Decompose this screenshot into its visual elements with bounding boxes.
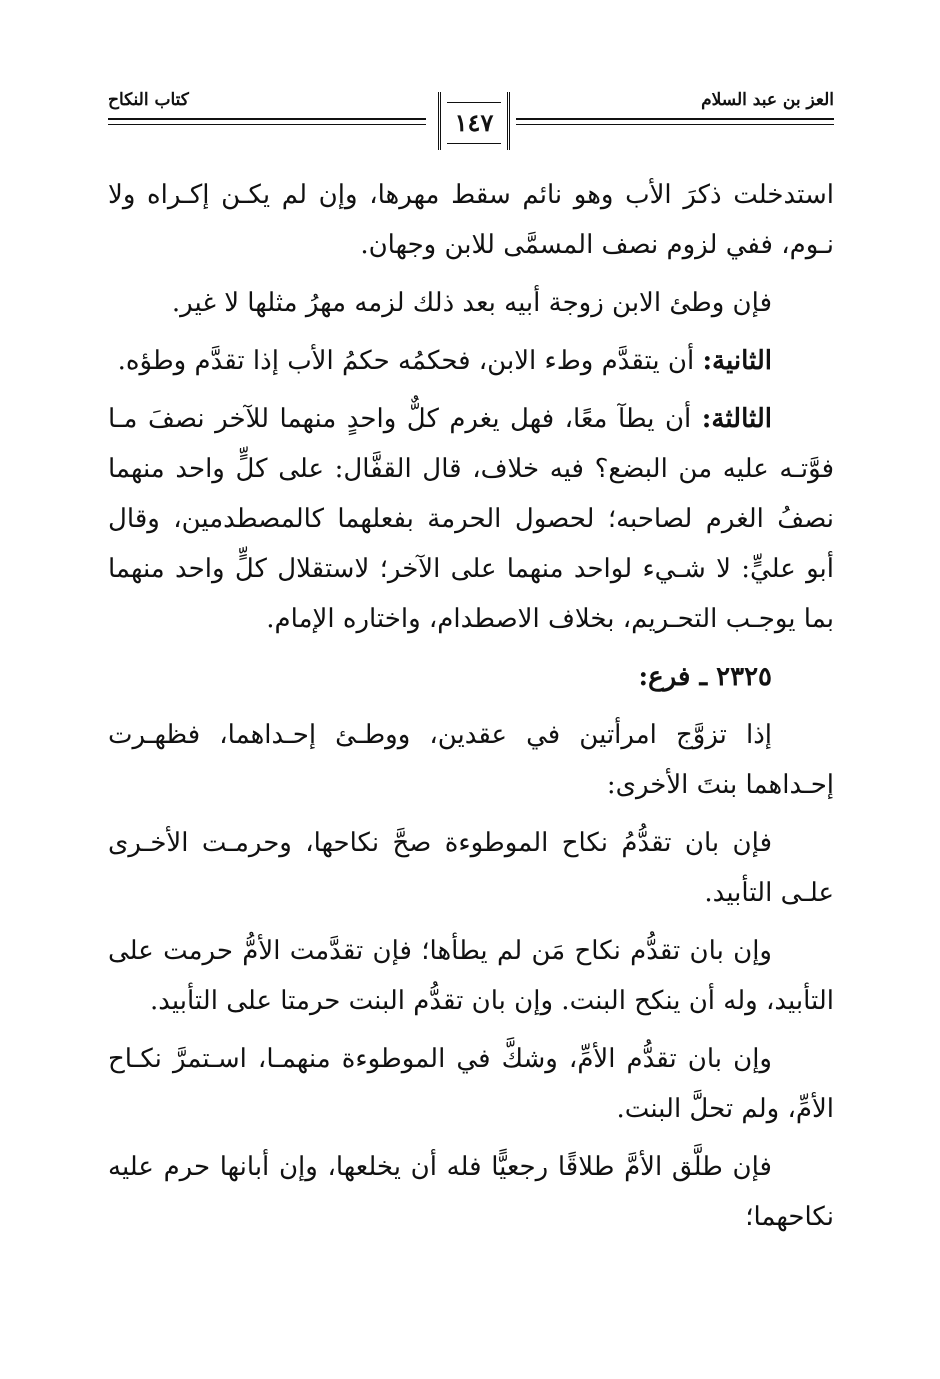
paragraph	[108, 818, 834, 918]
paragraph-text: استدخلت ذكرَ الأب وهو نائم سقط مهرها، وإن لم يكـن إكـراه ولا نـوم، ففي لزوم نصف المسمَّى للابن وجهان.	[108, 180, 834, 260]
paragraph	[108, 1142, 834, 1242]
paragraph	[108, 926, 834, 1026]
paragraph-text: فإن طلَّق الأمَّ طلاقًا رجعيًّا فله أن يخلعها، وإن أبانها حرم عليه نكاحهما؛	[108, 1152, 834, 1232]
paragraph-text: وإن بان تقدُّم نكاح مَن لم يطأها؛ فإن تقدَّمت الأمُّ حرمت على التأبيد، وله أن ينكح البنت. وإن بان تقدُّم البنت حرمتا على التأبيد.	[108, 936, 834, 1016]
page-number: ١٤٧	[454, 108, 494, 137]
header-rule-right	[516, 118, 834, 120]
header-author: العز بن عبد السلام	[701, 90, 834, 110]
paragraph	[108, 1034, 834, 1134]
paragraph-lead: الثالثة:	[701, 404, 772, 434]
page-number-frame	[438, 92, 510, 150]
paragraph-text: وإن بان تقدُّم الأمِّ، وشكَّ في الموطوءة منهمـا، اسـتمرَّ نكـاح الأمِّ، ولم تحلَّ البنت.	[108, 1044, 834, 1124]
paragraph	[108, 278, 834, 328]
paragraph	[108, 170, 834, 270]
section-heading: ٢٣٢٥ ـ فرع:	[638, 662, 772, 692]
running-header	[108, 88, 834, 158]
paragraph	[108, 710, 834, 810]
header-book-title: كتاب النكاح	[108, 90, 189, 110]
paragraph-text: أن يطآ معًا، فهل يغرم كلٌّ واحدٍ منهما للآخر نصفَ مـا فوَّتـه عليه من البضع؟ فيه خلاف، قال القفَّال: على كلٍّ واحد منهما نصفُ الغرم لصاحبه؛ لحصول الحرمة بفعلهما كالمصطدمين، وقال أبو عليٍّ: لا شـيء لواحد منهما على الآخر؛ لاستقلال كلٍّ واحد منهما بما يوجـب التحـريم، بخلاف الاصطدام، واختاره الإمام.	[108, 404, 834, 634]
paragraph	[108, 394, 834, 644]
paragraph-text: أن يتقدَّم وطء الابن، فحكمُه حكمُ الأب إذا تقدَّم وطؤه.	[117, 346, 703, 376]
header-rule-left-thin	[108, 124, 426, 125]
body-text	[108, 170, 834, 1242]
paragraph	[108, 336, 834, 386]
header-rule-left	[108, 118, 426, 120]
paragraph-text: فإن وطئ الابن زوجة أبيه بعد ذلك لزمه مهرُ مثلها لا غير.	[171, 288, 772, 318]
header-rule-right-thin	[516, 124, 834, 125]
paragraph-text: إذا تزوَّج امرأتين في عقدين، ووطـئ إحـداهما، فظهـرت إحـداهما بنتَ الأخرى:	[108, 720, 834, 800]
paragraph-lead: الثانية:	[702, 346, 772, 376]
paragraph-text: فإن بان تقدُّمُ نكاح الموطوءة صحَّ نكاحها، وحرمـت الأخـرى علـى التأبيد.	[108, 828, 834, 908]
